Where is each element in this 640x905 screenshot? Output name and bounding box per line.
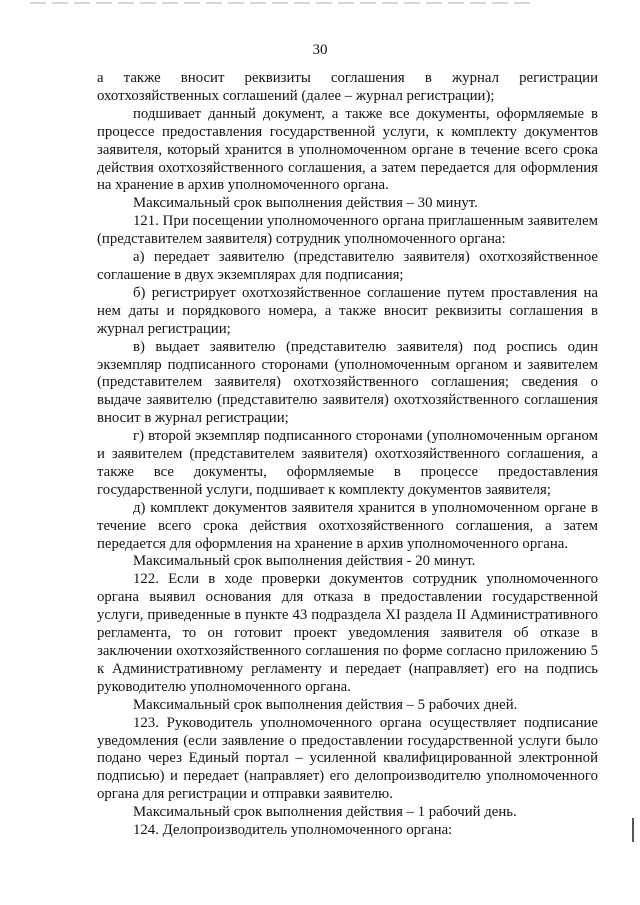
paragraph: Максимальный срок выполнения действия – 30 минут.: [133, 195, 478, 212]
binding-mark: [632, 818, 634, 842]
paragraph: 121. При посещении уполномоченного органа приглашенным заявителем (представителем заявителя) сотрудник уполномоченного органа:: [97, 213, 598, 248]
paragraph: 123. Руководитель уполномоченного органа осуществляет подписание уведомления (если заявление о предоставлении государственной услуги было подано через Единый портал – усиленной квалифицированной электронной подписью) и передает (направляет) его делопроизводителю уполномоченного органа для регистрации и отправки заявителю.: [97, 714, 598, 803]
paragraph: г) второй экземпляр подписанного сторонами (уполномоченным органом и заявителем (представителем заявителя) охотхозяйственного соглашения, а также все документы, оформляемые в процессе предоставления государственной услуги, подшивает к комплекту документов заявителя;: [97, 428, 598, 498]
paragraph: б) регистрирует охотхозяйственное соглашение путем проставления на нем даты и порядкового номера, а также вносит реквизиты соглашения в журнал регистрации;: [97, 284, 598, 337]
scan-edge-artifact: [30, 2, 530, 4]
paragraph: Максимальный срок выполнения действия – 1 рабочий день.: [133, 804, 517, 821]
paragraph: подшивает данный документ, а также все документы, оформляемые в процессе предоставления государственной услуги, к комплекту документов заявителя, который хранится в уполномоченном органе в течение всего срока действия охотхозяйственного соглашения, а затем передается для оформления на хранение в архив уполномоченного органа.: [97, 105, 598, 194]
document-body: [97, 70, 598, 840]
paragraph: а также вносит реквизиты соглашения в журнал регистрации охотхозяйственных соглашений (далее – журнал регистрации);: [97, 70, 598, 104]
paragraph: 124. Делопроизводитель уполномоченного органа:: [133, 822, 453, 839]
page-number: 30: [312, 42, 328, 58]
paragraph: в) выдает заявителю (представителю заявителя) под роспись один экземпляр подписанного сторонами (уполномоченным органом и заявителем (представителем заявителя) охотхозяйственного соглашения; сведения о выдаче заявителю (представителю заявителя) охотхозяйственного соглашения вносит в журнал регистрации;: [97, 338, 598, 427]
paragraph: Максимальный срок выполнения действия - 20 минут.: [133, 553, 476, 570]
paragraph: 122. Если в ходе проверки документов сотрудник уполномоченного органа выявил основания для отказа в предоставлении государственной услуги, приведенные в пункте 43 подраздела XI раздела II Административного регламента, то он готовит проект уведомления заявителя об отказе в заключении охотхозяйственного соглашения по форме согласно приложению 5 к Административному регламенту и передает (направляет) его на подпись руководителю уполномоченного органа.: [97, 571, 598, 695]
paragraph: а) передает заявителю (представителю заявителя) охотхозяйственное соглашение в двух экземплярах для подписания;: [97, 249, 598, 283]
paragraph: Максимальный срок выполнения действия – 5 рабочих дней.: [133, 696, 518, 713]
paragraph: д) комплект документов заявителя хранится в уполномоченном органе в течение всего срока действия охотхозяйственного соглашения, а затем передается для оформления на хранение в архив уполномоченного органа.: [97, 499, 598, 552]
